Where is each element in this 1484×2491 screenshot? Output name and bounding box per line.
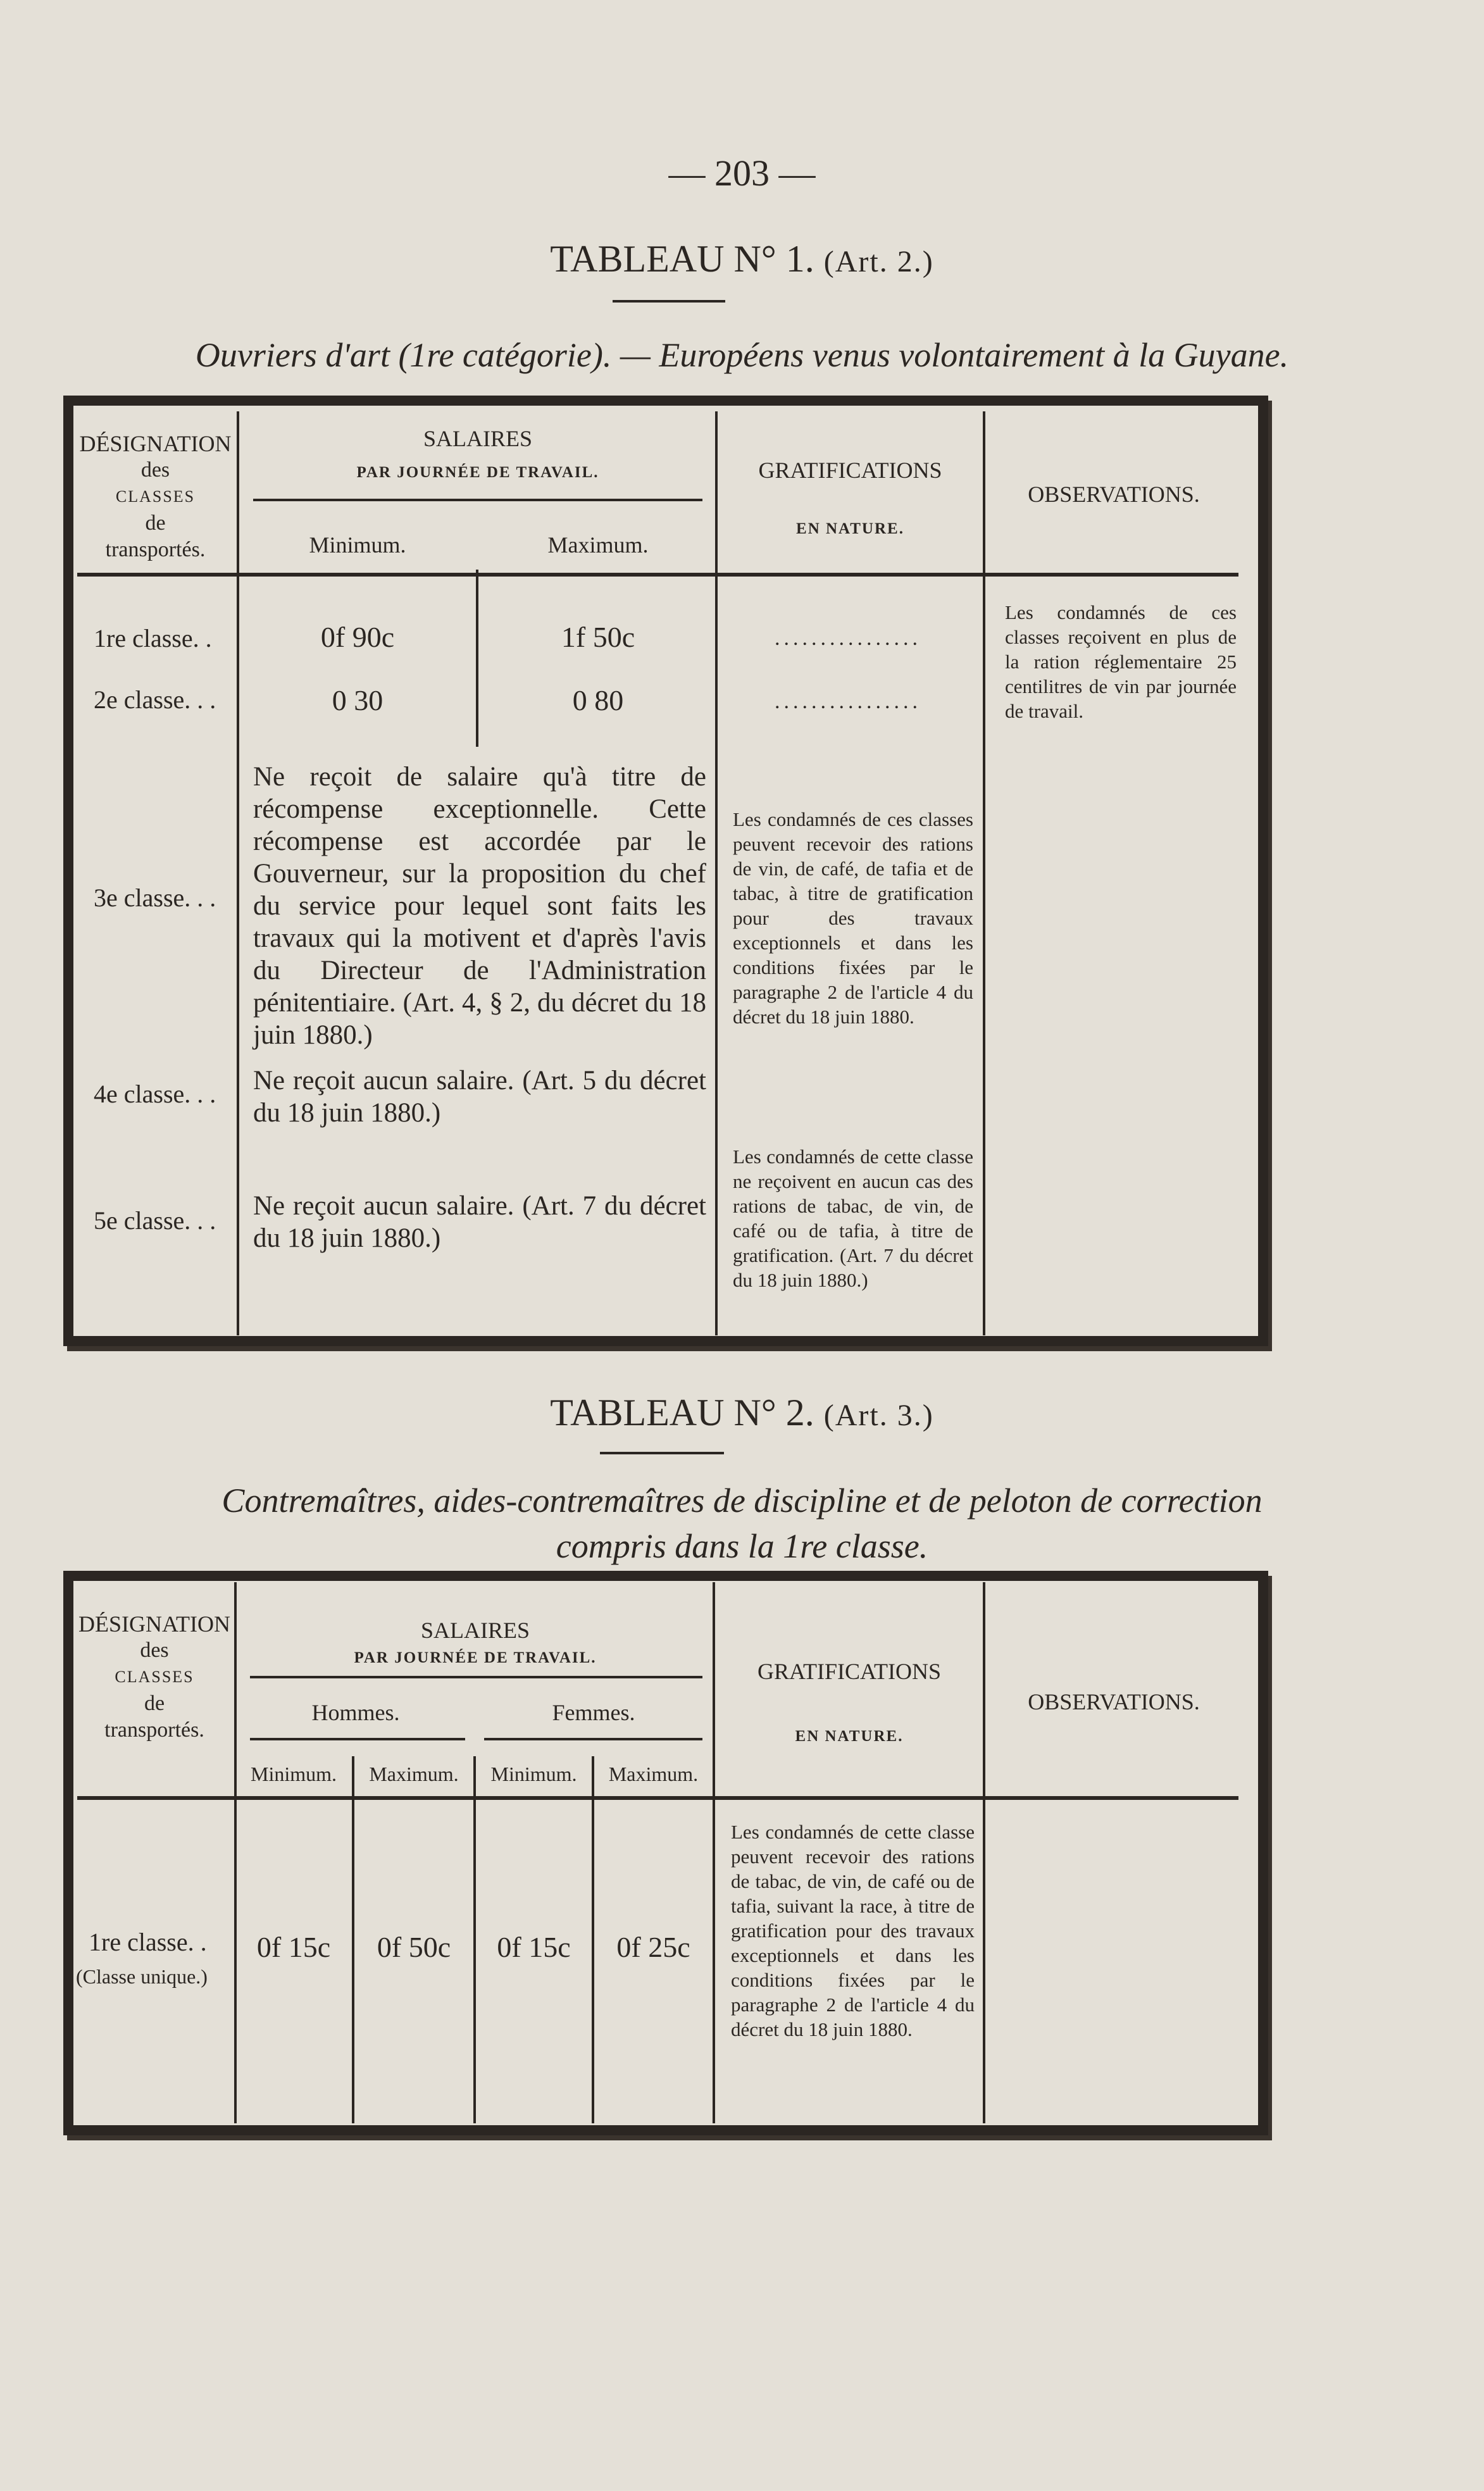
gratifications-header: GRATIFICATIONS xyxy=(757,1659,942,1684)
table2-title xyxy=(0,1391,1484,1435)
value-min: 0 30 xyxy=(332,684,383,716)
table1-subtitle: Ouvriers d'art (1re catégorie). — Européens venus volontairement à la Guyane. xyxy=(195,336,1289,374)
title-rule xyxy=(600,1452,724,1454)
minimum-header: Minimum. xyxy=(309,532,406,558)
brace-line xyxy=(250,1738,465,1740)
hommes-header: Hommes. xyxy=(311,1700,400,1725)
col-divider xyxy=(713,1582,715,2123)
classe-label: 3e classe. . . xyxy=(94,883,216,912)
brace-line xyxy=(250,1676,702,1678)
maximum-header: Maximum. xyxy=(547,532,649,558)
classe-note: (Classe unique.) xyxy=(76,1965,208,1988)
value-max: 1f 50c xyxy=(561,621,635,653)
salaires-header: SALAIRES xyxy=(423,426,533,451)
designation-header: DÉSIGNATION des CLASSES de transportés. xyxy=(78,1611,230,1742)
femmes-max: 0f 25c xyxy=(616,1931,690,1963)
en-nature-header: EN NATURE. xyxy=(795,1728,904,1745)
par-journee-header: PAR JOURNÉE DE TRAVAIL. xyxy=(356,464,599,481)
table2-subtitle-line1: Contremaîtres, aides-contremaîtres de discipline et de peloton de correction xyxy=(221,1482,1263,1520)
dotted-leader: ................ xyxy=(775,627,921,650)
col-divider xyxy=(476,570,478,747)
hommes-min: 0f 15c xyxy=(256,1931,331,1963)
page-number: — 203 — xyxy=(668,153,816,194)
par-journee-header: PAR JOURNÉE DE TRAVAIL. xyxy=(354,1649,597,1666)
hommes-max: 0f 50c xyxy=(377,1931,451,1963)
brace-line xyxy=(253,499,702,501)
col-divider xyxy=(234,1582,237,2123)
table1-heading: TABLEAU N° 1. xyxy=(550,238,814,280)
title-rule xyxy=(613,300,725,303)
col-divider xyxy=(983,411,985,1335)
col-divider xyxy=(715,411,718,1335)
col-divider xyxy=(237,411,239,1335)
classe-text: Ne reçoit aucun salaire. (Art. 5 du décret du 18 juin 1880.) xyxy=(253,1066,706,1128)
classe-text: Ne reçoit aucun salaire. (Art. 7 du décret du 18 juin 1880.) xyxy=(253,1191,706,1253)
value-min: 0f 90c xyxy=(320,621,395,653)
classe-label: 4e classe. . . xyxy=(94,1080,216,1108)
classe-label: 1re classe. . xyxy=(89,1928,207,1956)
observations-header: OBSERVATIONS. xyxy=(1028,1689,1200,1714)
classe-label: 5e classe. . . xyxy=(94,1206,216,1235)
observations-header: OBSERVATIONS. xyxy=(1028,482,1200,507)
designation-header: DÉSIGNATION des CLASSES de transportés. xyxy=(79,431,232,561)
classe-label: 1re classe. . xyxy=(94,624,212,652)
minimum-header: Minimum. xyxy=(250,1763,337,1785)
gratification-note: Les condamnés de ces classes peuvent recevoir des rations de vin, de café, de tafia et de tabac, à titre de gratification pour des travaux exceptionnels et dans les conditions fixées par le paragraphe 2 de l'article 4 du décret du 18 juin 1880. xyxy=(733,808,973,1028)
value-max: 0 80 xyxy=(572,684,624,716)
table1-article: (Art. 2.) xyxy=(823,245,934,278)
maximum-header: Maximum. xyxy=(369,1763,459,1785)
table2-article: (Art. 3.) xyxy=(823,1399,934,1432)
header-rule xyxy=(77,573,1238,577)
brace-line xyxy=(484,1738,702,1740)
classe-text: Ne reçoit de salaire qu'à titre de récompense exceptionnelle. Cette récompense est accordée par le Gouverneur, sur la proposition du chef du service pour lequel sont faits les travaux qui la motivent et d'après l'avis du Directeur de l'Administration pénitentiaire. (Art. 4, § 2, du décret du 18 juin 1880.) xyxy=(253,762,706,1050)
table2-heading: TABLEAU N° 2. xyxy=(550,1392,814,1433)
header-rule xyxy=(77,1796,1238,1800)
femmes-header: Femmes. xyxy=(552,1700,635,1725)
table2-subtitle-line2: compris dans la 1re classe. xyxy=(556,1527,928,1565)
observation-note: Les condamnés de ces classes reçoivent en plus de la ration réglementaire 25 centilitres de vin par journée de travail. xyxy=(1005,601,1237,722)
en-nature-header: EN NATURE. xyxy=(796,520,904,537)
femmes-min: 0f 15c xyxy=(497,1931,571,1963)
gratification-note: Les condamnés de cette classe peuvent recevoir des rations de tabac, de vin, de café ou de tafia, suivant la race, à titre de gratification pour des travaux exceptionnels et dans les conditions fixées par le paragraphe 2 de l'article 4 du décret du 18 juin 1880. xyxy=(731,1821,975,2040)
gratifications-header: GRATIFICATIONS xyxy=(758,458,942,483)
maximum-header: Maximum. xyxy=(608,1763,699,1785)
gratification-note: Les condamnés de cette classe ne reçoivent en aucun cas des rations de tabac, de vin, de café ou de tafia, à titre de gratification. (Art. 7 du décret du 18 juin 1880.) xyxy=(733,1146,973,1291)
col-divider xyxy=(983,1582,985,2123)
salaires-header: SALAIRES xyxy=(420,1618,530,1643)
table1-title xyxy=(0,237,1484,281)
classe-label: 2e classe. . . xyxy=(94,685,216,714)
dotted-leader: ................ xyxy=(775,690,921,713)
minimum-header: Minimum. xyxy=(490,1763,577,1785)
